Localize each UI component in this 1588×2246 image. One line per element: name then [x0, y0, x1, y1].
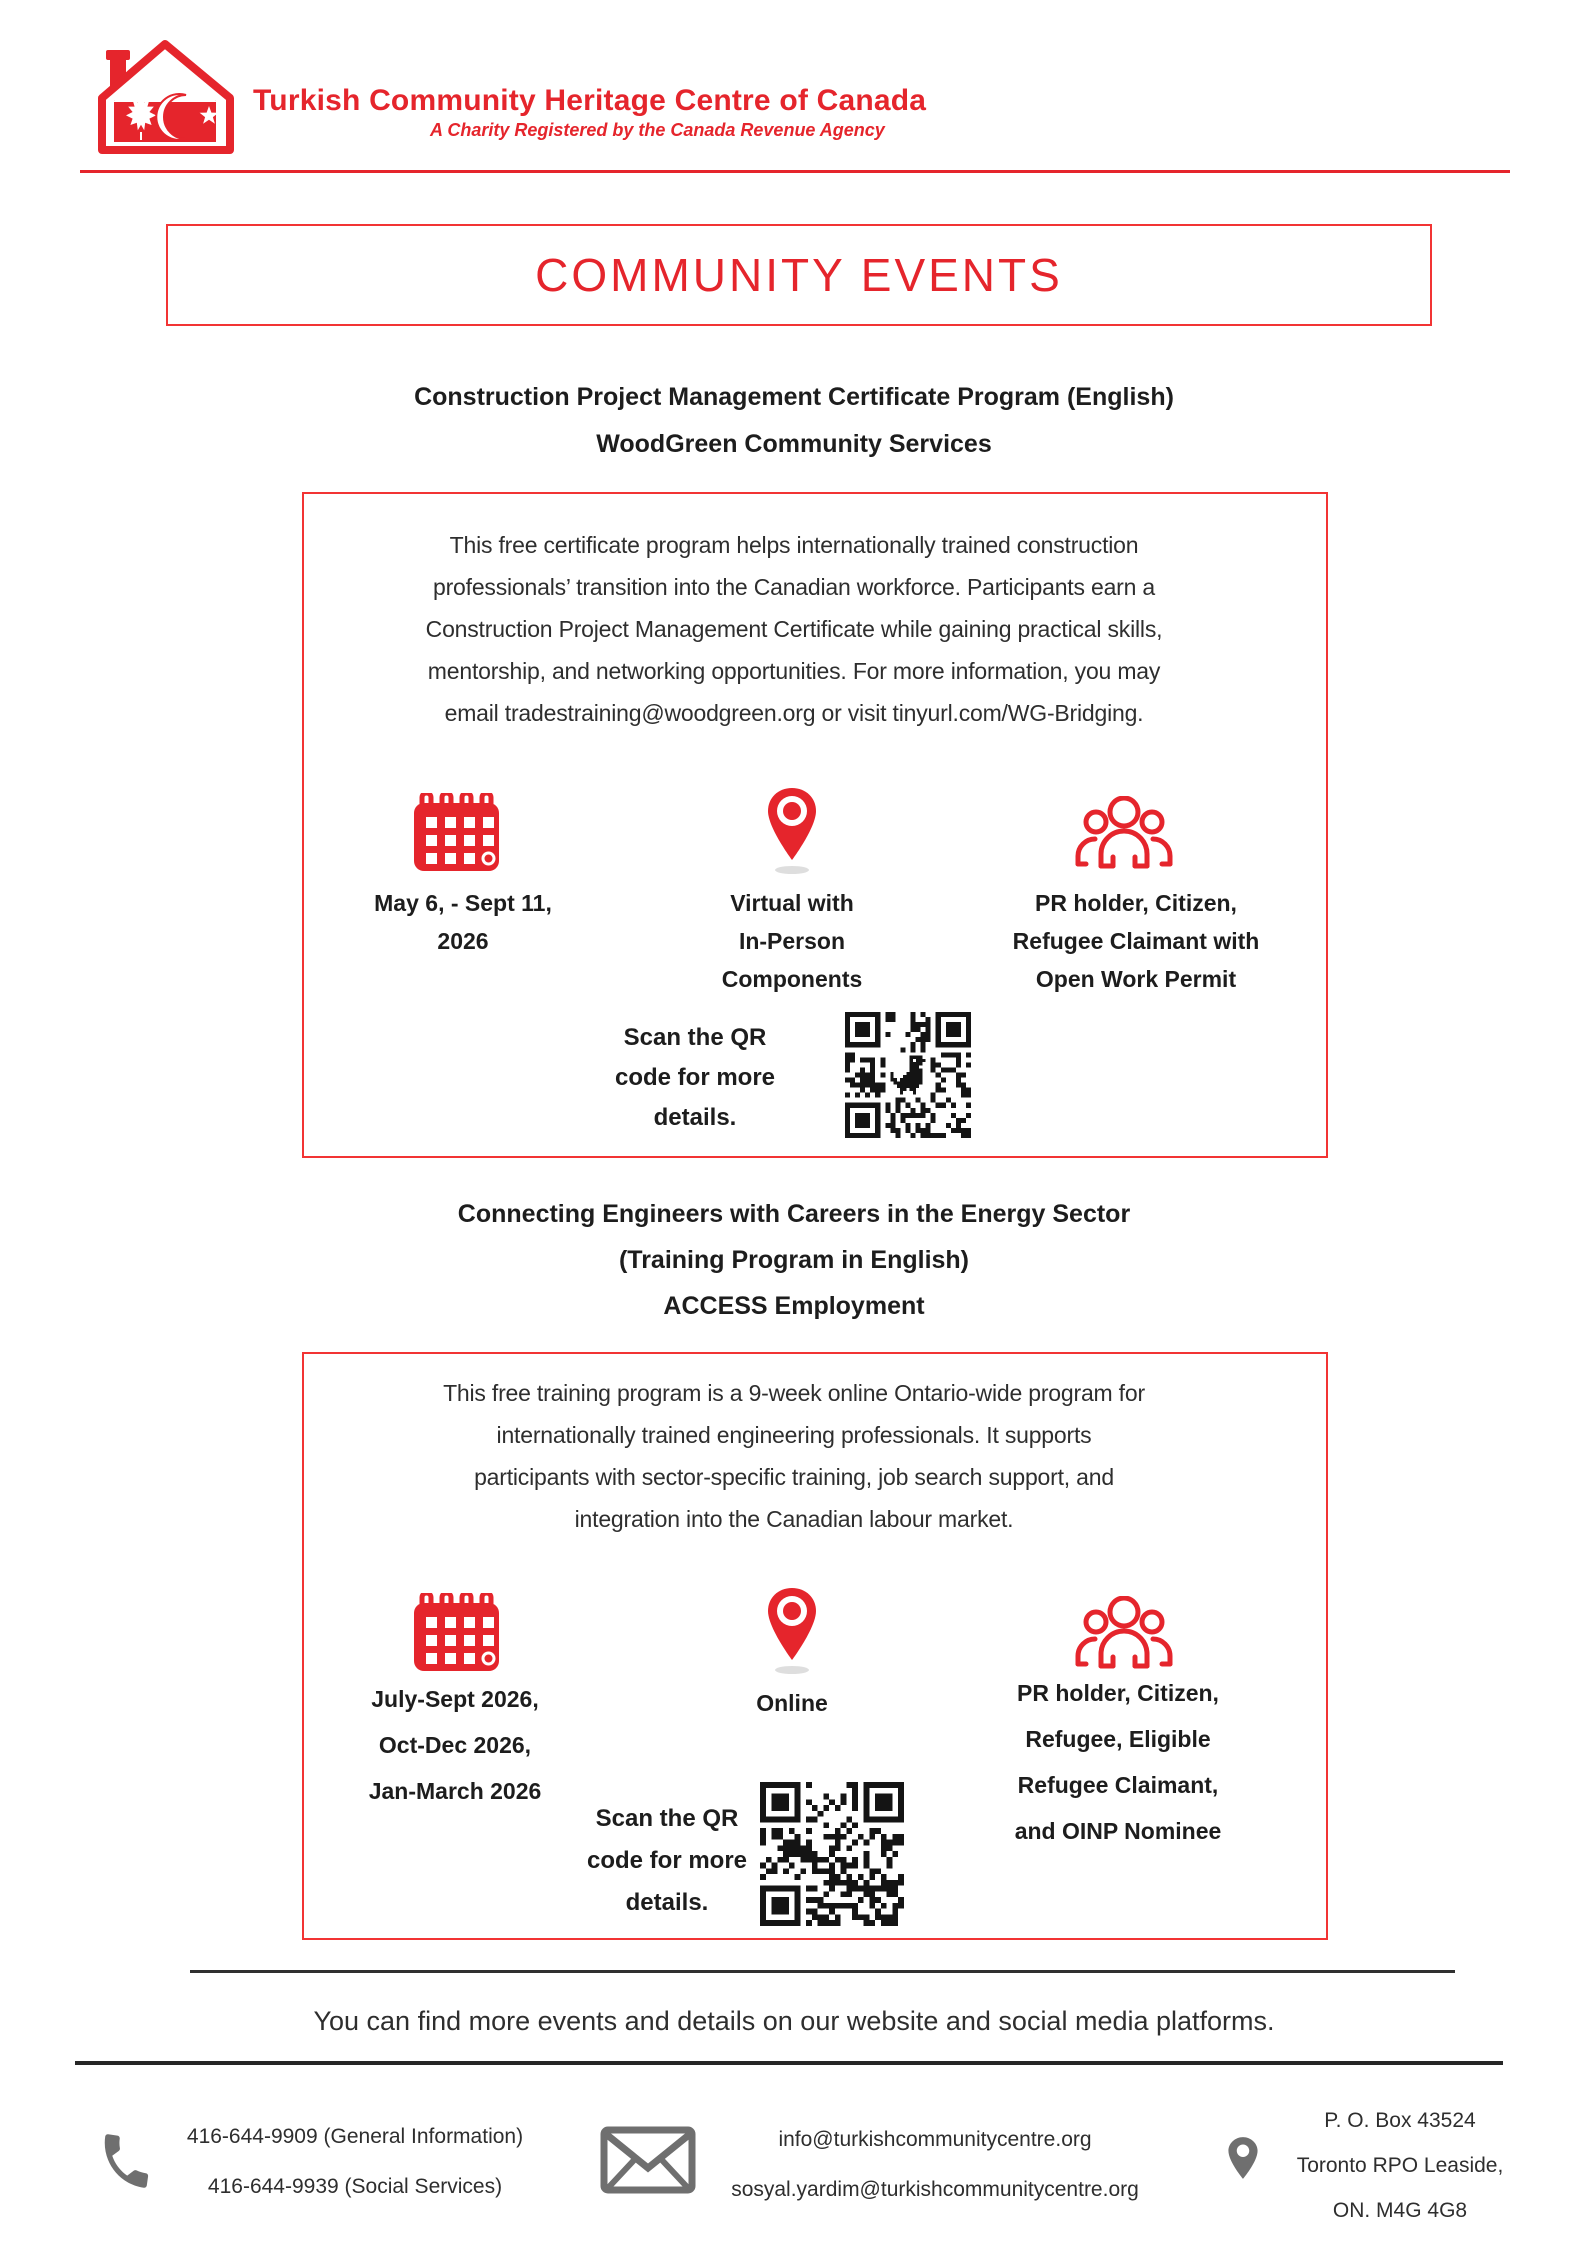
eligibility-line: Open Work Permit	[1035, 966, 1237, 992]
eligibility-line: PR holder, Citizen,	[1035, 890, 1237, 916]
org-tagline: A Charity Registered by the Canada Revenue Agency	[430, 120, 885, 140]
event1-heading	[0, 374, 1588, 468]
address-line: P. O. Box 43524	[1324, 2109, 1476, 2132]
description-line: This free certificate program helps internationally trained construction	[449, 532, 1139, 558]
description-line: participants with sector-specific training, job search support, and	[474, 1464, 1114, 1490]
people-icon	[1072, 796, 1176, 870]
event1-title-line: WoodGreen Community Services	[596, 430, 992, 458]
qr-caption-line: code for more	[586, 1847, 748, 1874]
people-icon	[1072, 1596, 1176, 1670]
date-line: Oct-Dec 2026,	[378, 1732, 532, 1758]
description-line: professionals’ transition into the Canadian workforce. Participants earn a	[432, 574, 1156, 600]
event1-description	[322, 524, 1266, 734]
description-line: mentorship, and networking opportunities. For more information, you may	[427, 658, 1161, 684]
event2-date	[300, 1676, 610, 1814]
calendar-icon	[412, 793, 500, 873]
community-events-banner	[166, 224, 1432, 326]
description-line: integration into the Canadian labour market.	[574, 1506, 1014, 1532]
org-name: Turkish Community Heritage Centre of Canada	[253, 84, 927, 117]
description-line: email tradestraining@woodgreen.org or visit tinyurl.com/WG-Bridging.	[444, 700, 1144, 726]
date-line: July-Sept 2026,	[371, 1686, 539, 1712]
location-line: In-Person	[738, 928, 846, 954]
event1-qr-code	[845, 1012, 971, 1138]
address-line: Toronto RPO Leaside,	[1296, 2154, 1504, 2177]
event2-location	[642, 1680, 942, 1726]
org-logo-icon	[94, 40, 236, 154]
phone-line: 416-644-9939 (Social Services)	[207, 2175, 503, 2198]
page-title: COMMUNITY EVENTS	[535, 249, 1063, 301]
location-pin-icon	[764, 786, 820, 878]
qr-caption-line: Scan the QR	[595, 1805, 739, 1832]
email-line: sosyal.yardim@turkishcommunitycentre.org	[731, 2178, 1139, 2201]
event2-qr-code	[760, 1782, 904, 1926]
eligibility-line: Refugee Claimant,	[1017, 1772, 1219, 1798]
address-line: ON. M4G 4G8	[1332, 2199, 1468, 2222]
footer-note: You can find more events and details on our website and social media platforms.	[313, 2006, 1275, 2036]
event1-eligibility	[980, 884, 1292, 998]
location-line: Online	[756, 1690, 828, 1716]
event2-title-line: ACCESS Employment	[663, 1292, 925, 1320]
eligibility-line: PR holder, Citizen,	[1017, 1680, 1219, 1706]
qr-caption-line: details.	[653, 1104, 737, 1131]
event2-description	[322, 1372, 1266, 1540]
eligibility-line: Refugee, Eligible	[1025, 1726, 1211, 1752]
event2-heading	[0, 1191, 1588, 1329]
envelope-icon	[600, 2126, 696, 2194]
location-line: Virtual with	[730, 890, 854, 916]
date-line: 2026	[437, 928, 489, 954]
location-pin-icon	[764, 1586, 820, 1678]
date-line: Jan-March 2026	[368, 1778, 542, 1804]
date-line: May 6, - Sept 11,	[374, 890, 552, 916]
contact-emails	[728, 2115, 1142, 2215]
event2-eligibility	[962, 1670, 1274, 1854]
event1-title-line: Construction Project Management Certificate Program (English)	[414, 383, 1174, 411]
description-line: Construction Project Management Certificate while gaining practical skills,	[425, 616, 1163, 642]
map-pin-icon	[1218, 2112, 1268, 2204]
event2-title-line: Connecting Engineers with Careers in the Energy Sector	[457, 1200, 1131, 1228]
phone-icon	[94, 2118, 158, 2204]
qr-caption-line: details.	[625, 1889, 709, 1916]
event1-date	[310, 884, 616, 960]
event1-qr-caption	[540, 1018, 850, 1138]
calendar-icon	[412, 1593, 500, 1673]
phone-line: 416-644-9909 (General Information)	[186, 2125, 524, 2148]
contact-phones	[150, 2112, 560, 2212]
events-bottom-divider	[190, 1970, 1455, 1973]
eligibility-line: Refugee Claimant with	[1012, 928, 1260, 954]
eligibility-line: and OINP Nominee	[1014, 1818, 1222, 1844]
description-line: internationally trained engineering professionals. It supports	[496, 1422, 1092, 1448]
event1-location	[642, 884, 942, 998]
contact-address	[1288, 2098, 1512, 2233]
email-line: info@turkishcommunitycentre.org	[778, 2128, 1092, 2151]
header-divider	[80, 170, 1510, 173]
description-line: This free training program is a 9-week online Ontario-wide program for	[443, 1380, 1145, 1406]
qr-caption-line: code for more	[614, 1064, 776, 1091]
footer-divider	[75, 2061, 1503, 2065]
qr-caption-line: Scan the QR	[623, 1024, 767, 1051]
location-line: Components	[721, 966, 863, 992]
event2-title-line: (Training Program in English)	[618, 1246, 970, 1274]
